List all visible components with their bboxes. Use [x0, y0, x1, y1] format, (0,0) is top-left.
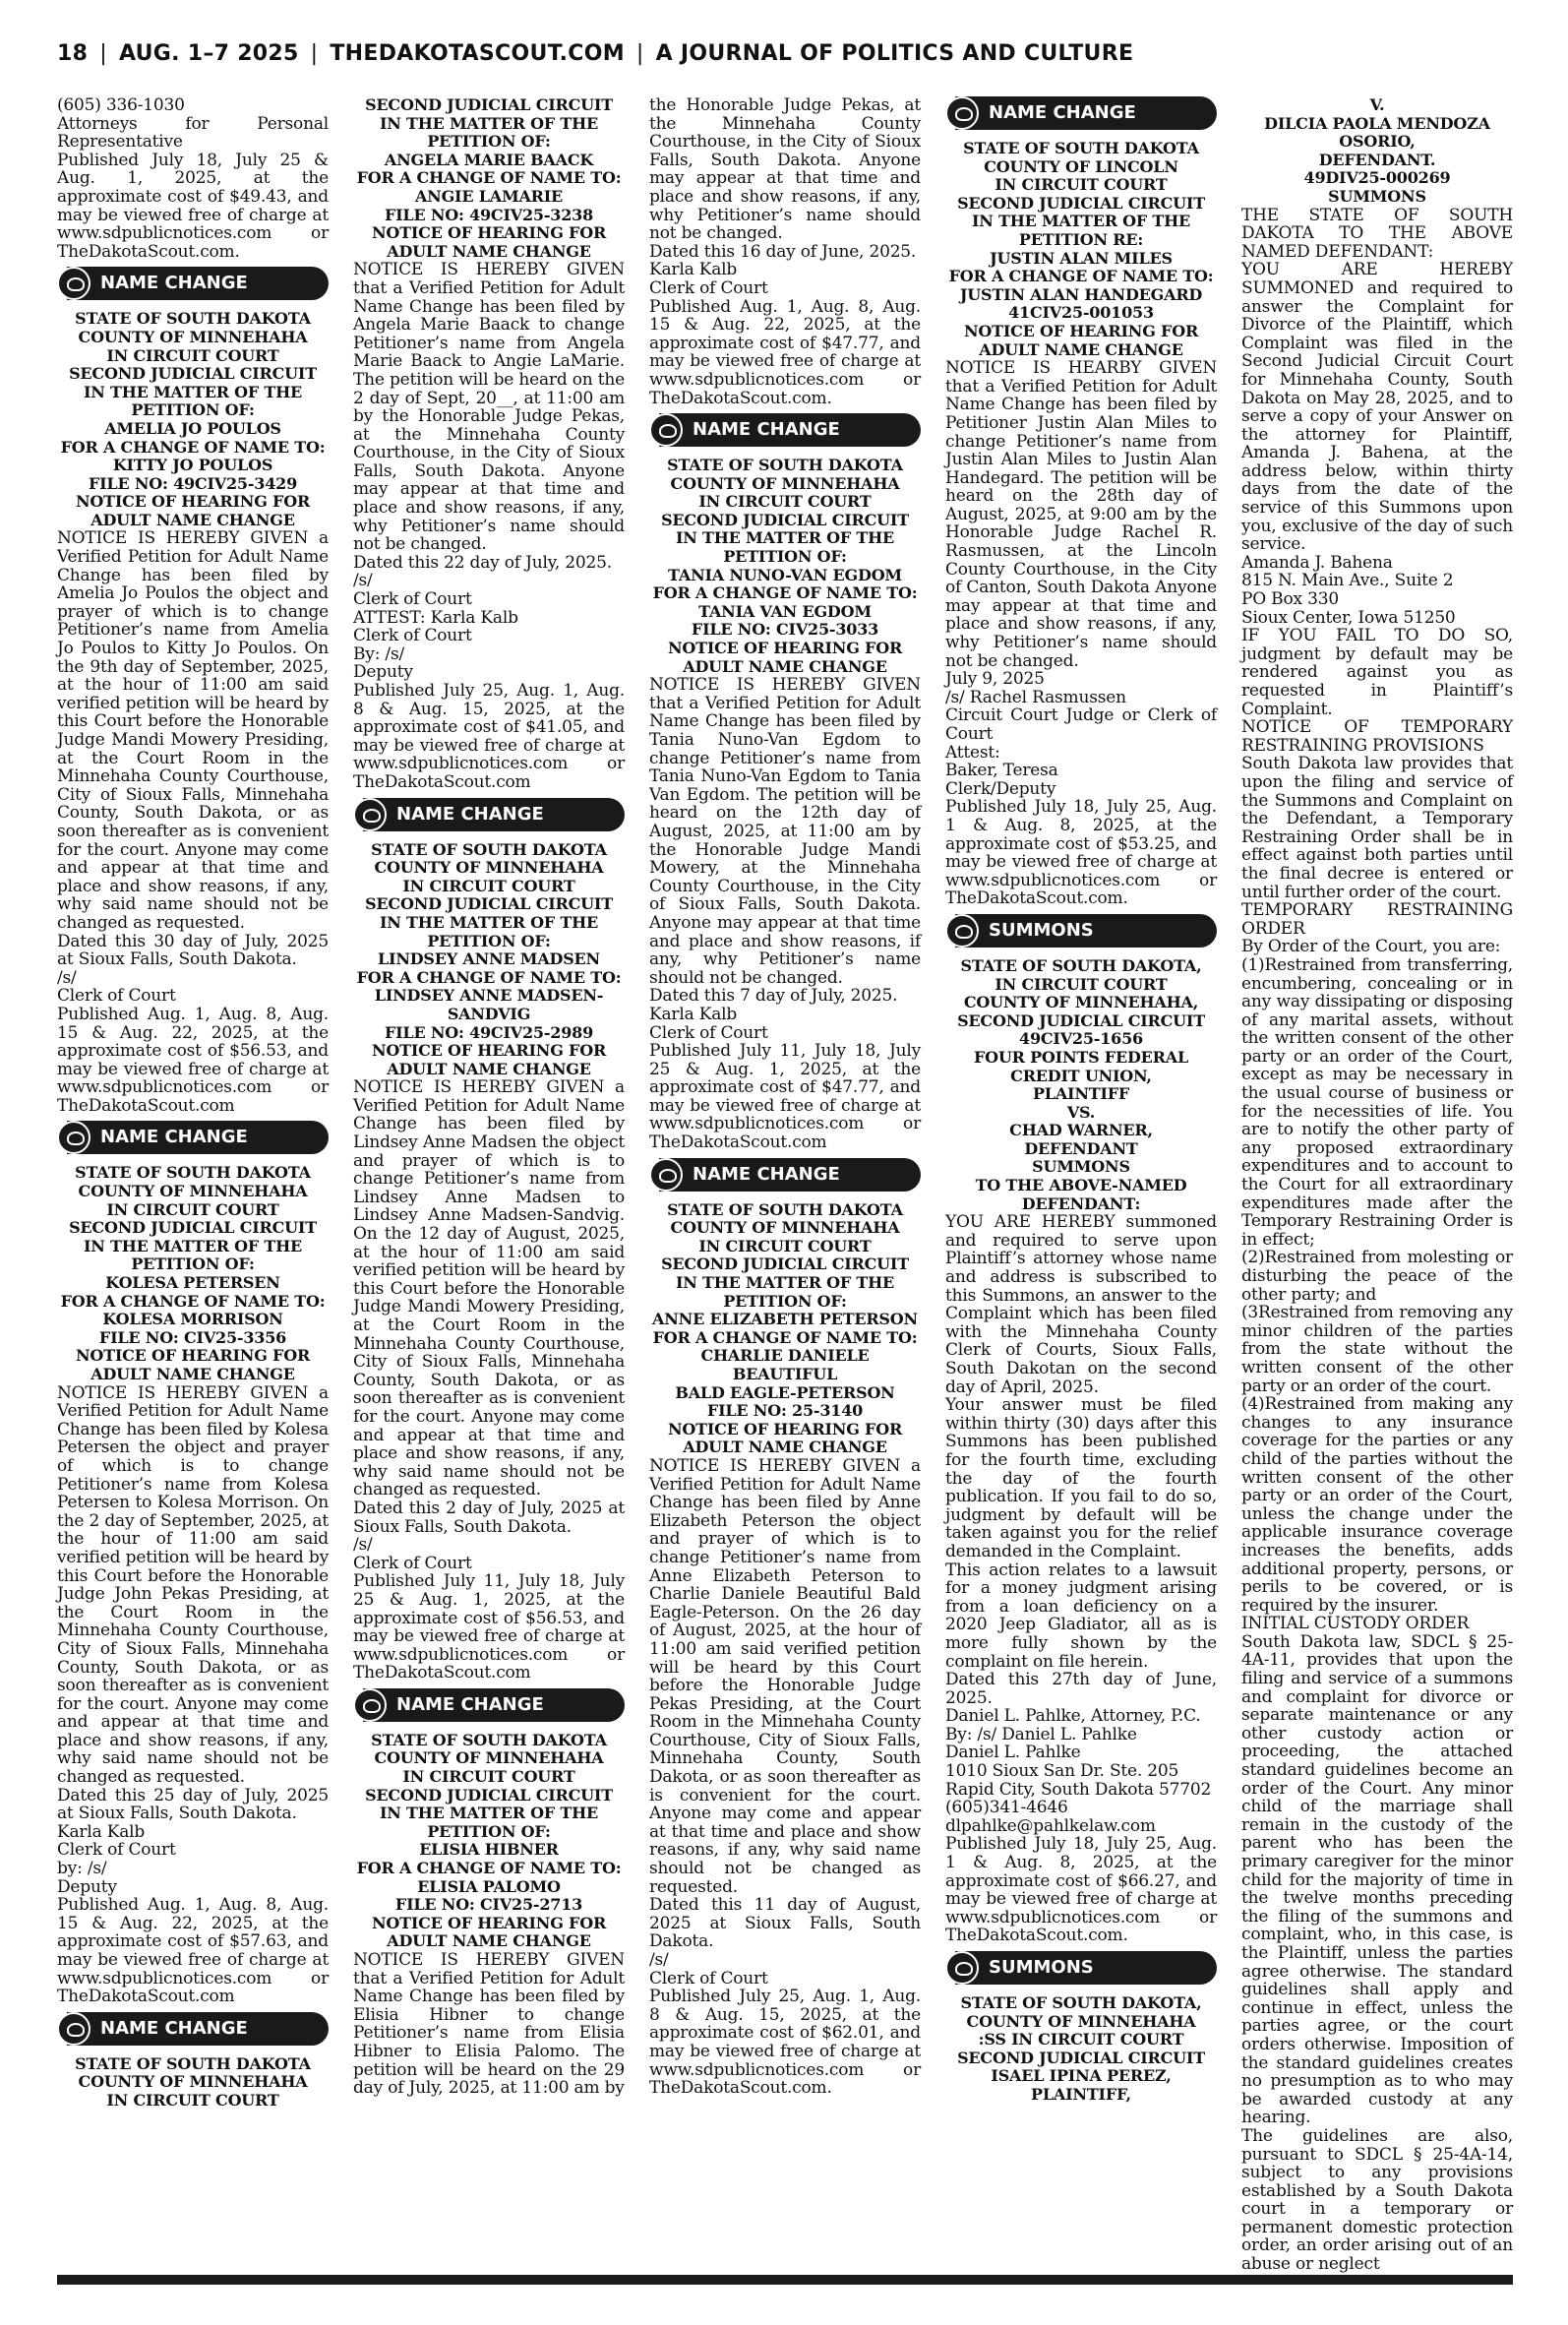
scout-logo-icon: [57, 2012, 90, 2046]
scout-logo-icon: [945, 1951, 979, 1985]
header-separator: |: [310, 41, 319, 66]
notice-body: NOTICE IS HEREBY GIVEN a Verified Petition for Adult Name Change has been filed by Anne Elizabeth Peterson the object and prayer of which is to change Petitioner’s name from Anne Elizabeth Peterson to Charlie Daniele Beautiful Bald Eagle-Peterson. On the 26 day of August, 2025, at the hour of 11:00 am said verified petition will be heard by this Court before the Honorable Judge Pekas Presiding, at the Court Room in the Minnehaha County Courthouse, City of Sioux Falls, Minnehaha County, South Dakota, or as soon thereafter as is convenient for the court. Anyone may come and appear at that time and place and show reasons, if any, why said name should not be changed as requested. Dated this 11 day of August, 2025 at Sioux Falls, South Dakota. /s/ Clerk of Court Published July 25, Aug. 1, Aug. 8 & Aug. 15, 2025, at the approximate cost of $62.01, and may be viewed free of charge at www.sdpublicnotices.com or TheDakotaScout.com.: [649, 1455, 921, 2099]
section-tag: [945, 914, 1217, 948]
tagline: A JOURNAL OF POLITICS AND CULTURE: [655, 41, 1134, 66]
notice-heading: STATE OF SOUTH DAKOTA COUNTY OF LINCOLN IN CIRCUIT COURT SECOND JUDICIAL CIRCUIT IN THE MATTER OF THE PETITION RE: JUSTIN ALAN MILES FOR A CHANGE OF NAME TO: JUSTIN ALAN HANDEGARD 41CIV25-001053 NOTICE OF HEARING FOR ADULT NAME CHANGE: [948, 139, 1214, 359]
section-tag-label: NAME CHANGE: [396, 1693, 544, 1715]
notice-heading: STATE OF SOUTH DAKOTA, IN CIRCUIT COURT COUNTY OF MINNEHAHA, SECOND JUDICIAL CIRCUIT 49CIV25-1656 FOUR POINTS FEDERAL CREDIT UNION, PLAINTIFF VS. CHAD WARNER, DEFENDANT SUMMONS TO THE ABOVE-NAMED DEFENDANT:: [957, 955, 1205, 1213]
notice-heading: STATE OF SOUTH DAKOTA COUNTY OF MINNEHAHA IN CIRCUIT COURT: [75, 2053, 311, 2110]
notice-heading: STATE OF SOUTH DAKOTA COUNTY OF MINNEHAHA IN CIRCUIT COURT SECOND JUDICIAL CIRCUIT IN THE MATTER OF THE PETITION OF: ELISIA HIBNER FOR A CHANGE OF NAME TO: ELISIA PALOMO FILE NO: CIV25-2713 NOTICE OF HEARING FOR ADULT NAME CHANGE: [356, 1730, 622, 1951]
section-tag: [945, 1951, 1217, 1985]
notice-heading: STATE OF SOUTH DAKOTA COUNTY OF MINNEHAHA IN CIRCUIT COURT SECOND JUDICIAL CIRCUIT IN THE MATTER OF THE PETITION OF: KOLESA PETERSEN FOR A CHANGE OF NAME TO: KOLESA MORRISON FILE NO: CIV25-3356 NOTICE OF HEARING FOR ADULT NAME CHANGE: [60, 1163, 326, 1383]
column-1: [57, 96, 329, 2261]
scout-logo-icon: [649, 1158, 683, 1192]
issue-date: AUG. 1–7 2025: [118, 41, 299, 66]
scout-logo-icon: [353, 798, 387, 831]
site-name: THEDAKOTASCOUT.COM: [330, 41, 625, 66]
notice-body: NOTICE IS HEARBY GIVEN that a Verified Petition for Adult Name Change has been filed by Petitioner Justin Alan Miles to change Petitioner’s name from Justin Alan Miles to Justin Alan Handegard. The petition will be heard on the 28th day of August, 2025, at 9:00 am by the Honorable Judge Rachel R. Rasmussen, at the Lincoln County Courthouse, in the City of Canton, South Dakota Anyone may appear at that time and place and show reasons, if any, why Petitioner’s name should not be changed. July 9, 2025 /s/ Rachel Rasmussen Circuit Court Judge or Clerk of Court Attest: Baker, Teresa Clerk/Deputy Published July 18, July 25, Aug. 1 & Aug. 8, 2025, at the approximate cost of $53.25, and may be viewed free of charge at www.sdpublicnotices.com or TheDakotaScout.com.: [945, 358, 1217, 909]
column-4: [945, 96, 1217, 2261]
column-5: [1241, 95, 1513, 2275]
section-tag: [57, 267, 329, 300]
scout-logo-icon: [945, 914, 979, 948]
footer-rule: [57, 2275, 1513, 2285]
section-tag: [57, 2012, 329, 2046]
notice-heading: STATE OF SOUTH DAKOTA, COUNTY OF MINNEHAHA :SS IN CIRCUIT COURT SECOND JUDICIAL CIRCUIT ISAEL IPINA PEREZ, PLAINTIFF,: [957, 1993, 1205, 2104]
notice-body: (605) 336-1030 Attorneys for Personal Representative Published July 18, July 25 & Aug. 1, 2025, at the approximate cost of $49.43, and may be viewed free of charge at www.sdpublicnotices.com or TheDakotaScout.com.: [57, 95, 329, 262]
section-tag-label: NAME CHANGE: [396, 803, 544, 825]
notice-body: NOTICE IS HEREBY GIVEN that a Verified Petition for Adult Name Change has been filed by Elisia Hibner to change Petitioner’s name from Elisia Hibner to Elisia Palomo. The petition will be heard on the 29 day of July, 2025, at 11:00 am by: [353, 1950, 625, 2099]
notice-body: YOU ARE HEREBY summoned and required to serve upon Plaintiff’s attorney whose name and address is subscribed to this Summons, an answer to the Complaint which has been filed with the Minnehaha County Clerk of Courts, Sioux Falls, South Dakotan on the second day of April, 2025. Your answer must be filed within thirty (30) days after this Summons has been published for the fourth time, excluding the day of the fourth publication. If you fail to do so, judgment by default will be taken against you for the relief demanded in the Complaint. This action relates to a lawsuit for a money judgment arising from a loan deficiency on a 2020 Jeep Gladiator, all as is more fully shown by the complaint on file herein. Dated this 27th day of June, 2025. Daniel L. Pahlke, Attorney, P.C. By: /s/ Daniel L. Pahlke Daniel L. Pahlke 1010 Sioux San Dr. Ste. 205 Rapid City, South Dakota 57702 (605)341-4646 dlpahlke@pahlkelaw.com Published July 18, July 25, Aug. 1 & Aug. 8, 2025, at the approximate cost of $66.27, and may be viewed free of charge at www.sdpublicnotices.com or TheDakotaScout.com.: [945, 1212, 1217, 1946]
notice-body: the Honorable Judge Pekas, at the Minnehaha County Courthouse, in the City of Sioux Falls, South Dakota. Anyone may appear at that time and place and show reasons, if any, why Petitioner’s name should not be changed. Dated this 16 day of June, 2025. Karla Kalb Clerk of Court Published Aug. 1, Aug. 8, Aug. 15 & Aug. 22, 2025, at the approximate cost of $47.77, and may be viewed free of charge at www.sdpublicnotices.com or TheDakotaScout.com.: [649, 95, 921, 408]
section-tag-label: NAME CHANGE: [693, 1163, 840, 1185]
section-tag-label: NAME CHANGE: [693, 419, 840, 441]
notice-heading: V. DILCIA PAOLA MENDOZA OSORIO, DEFENDANT. 49DIV25-000269 SUMMONS: [1264, 95, 1490, 206]
scout-logo-icon: [945, 96, 979, 130]
section-tag: [353, 1688, 625, 1722]
section-tag: [353, 798, 625, 831]
notice-body: NOTICE IS HEREBY GIVEN that a Verified Petition for Adult Name Change has been filed by Tania Nuno-Van Egdom to change Petitioner’s name from Tania Nuno-Van Egdom to Tania Van Egdom. The petition will be heard on the 12th day of August, 2025, at 11:00 am by the Honorable Judge Mandi Mowery, at the Minnehaha County Courthouse, in the City of Sioux Falls, South Dakota. Anyone may appear at that time and place and show reasons, if any, why Petitioner’s name should not be changed. Dated this 7 day of July, 2025. Karla Kalb Clerk of Court Published July 11, July 18, July 25 & Aug. 1, 2025, at the approximate cost of $47.77, and may be viewed free of charge at www.sdpublicnotices.com or TheDakotaScout.com: [649, 675, 921, 1153]
notice-body: NOTICE IS HEREBY GIVEN that a Verified Petition for Adult Name Change has been filed by Angela Marie Baack to change Petitioner’s name from Angela Marie Baack to Angie LaMarie. The petition will be heard on the 2 day of Sept, 20__, at 11:00 am by the Honorable Judge Pekas, at the Minnehaha County Courthouse, in the City of Sioux Falls, South Dakota. Anyone may appear at that time and place and show reasons, if any, why Petitioner’s name should not be changed. Dated this 22 day of July, 2025. /s/ Clerk of Court ATTEST: Karla Kalb Clerk of Court By: /s/ Deputy Published July 25, Aug. 1, Aug. 8 & Aug. 15, 2025, at the approximate cost of $41.05, and may be viewed free of charge at www.sdpublicnotices.com or TheDakotaScout.com: [353, 260, 625, 792]
page-header: [57, 41, 1513, 91]
section-tag: [649, 413, 921, 447]
section-tag-label: NAME CHANGE: [100, 2017, 248, 2039]
section-tag-label: NAME CHANGE: [989, 102, 1136, 123]
notice-body: NOTICE IS HEREBY GIVEN a Verified Petition for Adult Name Change has been filed by Kolesa Petersen the object and prayer of which is to change Petitioner’s name from Kolesa Petersen to Kolesa Morrison. On the 2 day of September, 2025, at the hour of 11:00 am said verified petition will be heard by this Court before the Honorable Judge John Pekas Presiding, at the Court Room in the Minnehaha County Courthouse, City of Sioux Falls, Minnehaha County, South Dakota, or as soon thereafter as is convenient for the court. Anyone may come and appear at that time and place and show reasons, if any, why said name should not be changed as requested. Dated this 25 day of July, 2025 at Sioux Falls, South Dakota. Karla Kalb Clerk of Court by: /s/ Deputy Published Aug. 1, Aug. 8, Aug. 15 & Aug. 22, 2025, at the approximate cost of $57.63, and may be viewed free of charge at www.sdpublicnotices.com or TheDakotaScout.com: [57, 1382, 329, 2007]
scout-logo-icon: [649, 413, 683, 447]
notice-heading: STATE OF SOUTH DAKOTA COUNTY OF MINNEHAHA IN CIRCUIT COURT SECOND JUDICIAL CIRCUIT IN THE MATTER OF THE PETITION OF: AMELIA JO POULOS FOR A CHANGE OF NAME TO: KITTY JO POULOS FILE NO: 49CIV25-3429 NOTICE OF HEARING FOR ADULT NAME CHANGE: [60, 309, 326, 529]
section-tag-label: NAME CHANGE: [100, 1127, 248, 1148]
header-separator: |: [99, 41, 107, 66]
section-tag: [57, 1121, 329, 1154]
notice-heading: STATE OF SOUTH DAKOTA COUNTY OF MINNEHAHA IN CIRCUIT COURT SECOND JUDICIAL CIRCUIT IN THE MATTER OF THE PETITION OF: ANNE ELIZABETH PETERSON FOR A CHANGE OF NAME TO: CHARLIE DANIELE BEAUTIFUL BALD EAGLE-PETERSON FILE NO: 25-3140 NOTICE OF HEARING FOR ADULT NAME CHANGE: [652, 1199, 918, 1457]
section-tag: [945, 96, 1217, 130]
notice-body: THE STATE OF SOUTH DAKOTA TO THE ABOVE NAMED DEFENDANT: YOU ARE HEREBY SUMMONED and required to answer the Complaint for Divorce of the Plaintiff, which Complaint was filed in the Second Judicial Circuit Court for Minnehaha County, South Dakota on May 28, 2025, and to serve a copy of your Answer on the attorney for Plaintiff, Amanda J. Bahena, at the address below, within thirty days from the date of the service of this Summons upon you, exclusive of the day of such service. Amanda J. Bahena 815 N. Main Ave., Suite 2 PO Box 330 Sioux Center, Iowa 51250 IF YOU FAIL TO DO SO, judgment by default may be rendered against you as requested in Plaintiff’s Complaint. NOTICE OF TEMPORARY RESTRAINING PROVISIONS South Dakota law provides that upon the filing and service of the Summons and Complaint on the Defendant, a Temporary Restraining Order shall be in effect against both parties until the final decree is entered or until further order of the court. TEMPORARY RESTRAINING ORDER By Order of the Court, you are: (1)Restrained from transferring, encumbering, concealing or in any way dissipating or disposing of any marital assets, without the written consent of the other party or an order of the Court, except as may be necessary in the usual course of business or for the necessities of life. You are to notify the other party of any proposed extraordinary expenditures and to account to the Court for all extraordinary expenditures made after the Temporary Restraining Order is in effect; (2)Restrained from molesting or disturbing the peace of the other party; and (3Restrained from removing any minor children of the parties from the state without the written consent of the other party or an order of the court. (4)Restrained from making any changes to any insurance coverage for the parties or any child of the parties without the written consent of the other party or an order of the Court, unless the change under the applicable insurance coverage increases the benefits, adds additional property, persons, or perils to be covered, or is required by the insurer. INITIAL CUSTODY ORDER South Dakota law, SDCL § 25-4A-11, provides that upon the filing and service of a summons and complaint for divorce or separate maintenance or any other custody action or proceeding, the attached standard guidelines become an order of the Court. Any minor child of the marriage shall remain in the custody of the parent who has been the primary caregiver for the minor child for the majority of time in the twelve months preceding the filing of the summons and complaint, who, in this case, is the Plaintiff, unless the parties agree otherwise. The standard guidelines shall apply and continue in effect, unless the parties agree, or the court orders otherwise. Imposition of the standard guidelines creates no presumption as to who may be awarded custody at any hearing. The guidelines are also, pursuant to SDCL § 25-4A-14, subject to any provisions established by a South Dakota court in a temporary or permanent domestic protection order, an order arising out of an abuse or neglect: [1241, 205, 1513, 2275]
section-tag-label: SUMMONS: [989, 1957, 1094, 1978]
notice-heading: STATE OF SOUTH DAKOTA COUNTY OF MINNEHAHA IN CIRCUIT COURT SECOND JUDICIAL CIRCUIT IN THE MATTER OF THE PETITION OF: LINDSEY ANNE MADSEN FOR A CHANGE OF NAME TO: LINDSEY ANNE MADSEN-SANDVIG FILE NO: 49CIV25-2989 NOTICE OF HEARING FOR ADULT NAME CHANGE: [356, 839, 622, 1078]
section-tag: [649, 1158, 921, 1192]
column-3: [649, 96, 921, 2261]
notice-body: NOTICE IS HEREBY GIVEN a Verified Petition for Adult Name Change has been filed by Amelia Jo Poulos the object and prayer of which is to change Petitioner’s name from Amelia Jo Poulos to Kitty Jo Poulos. On the 9th day of September, 2025, at the hour of 11:00 am said verified petition will be heard by this Court before the Honorable Judge Mandi Mowery Presiding, at the Court Room in the Minnehaha County Courthouse, City of Sioux Falls, Minnehaha County, South Dakota, or as soon thereafter as is convenient for the court. Anyone may come and appear at that time and place and show reasons, if any, why said name should not be changed as requested. Dated this 30 day of July, 2025 at Sioux Falls, South Dakota. /s/ Clerk of Court Published Aug. 1, Aug. 8, Aug. 15 & Aug. 22, 2025, at the approximate cost of $56.53, and may be viewed free of charge at www.sdpublicnotices.com or TheDakotaScout.com: [57, 528, 329, 1116]
section-tag-label: SUMMONS: [989, 919, 1094, 941]
section-tag-label: NAME CHANGE: [100, 273, 248, 294]
notice-heading: STATE OF SOUTH DAKOTA COUNTY OF MINNEHAHA IN CIRCUIT COURT SECOND JUDICIAL CIRCUIT IN THE MATTER OF THE PETITION OF: TANIA NUNO-VAN EGDOM FOR A CHANGE OF NAME TO: TANIA VAN EGDOM FILE NO: CIV25-3033 NOTICE OF HEARING FOR ADULT NAME CHANGE: [652, 456, 918, 676]
column-2: [353, 96, 625, 2261]
notice-heading: SECOND JUDICIAL CIRCUIT IN THE MATTER OF THE PETITION OF: ANGELA MARIE BAACK FOR A CHANGE OF NAME TO: ANGIE LAMARIE FILE NO: 49CIV25-3238 NOTICE OF HEARING FOR ADULT NAME CHANGE: [356, 95, 622, 261]
page-number: 18: [57, 41, 89, 66]
notice-body: NOTICE IS HEREBY GIVEN a Verified Petition for Adult Name Change has been filed by Lindsey Anne Madsen the object and prayer of which is to change Petitioner’s name from Lindsey Anne Madsen to Lindsey Anne Madsen-Sandvig. On the 12 day of August, 2025, at the hour of 11:00 am said verified petition will be heard by this Court before the Honorable Judge Mandi Mowery Presiding, at the Court Room in the Minnehaha County Courthouse, City of Sioux Falls, Minnehaha County, South Dakota, or as soon thereafter as is convenient for the court. Anyone may come and appear at that time and place and show reasons, if any, why said name should not be changed as requested. Dated this 2 day of July, 2025 at Sioux Falls, South Dakota. /s/ Clerk of Court Published July 11, July 18, July 25 & Aug. 1, 2025, at the approximate cost of $56.53, and may be viewed free of charge at www.sdpublicnotices.com or TheDakotaScout.com: [353, 1077, 625, 1683]
scout-logo-icon: [353, 1688, 387, 1722]
notice-columns: [57, 95, 1513, 2275]
header-separator: |: [635, 41, 644, 66]
